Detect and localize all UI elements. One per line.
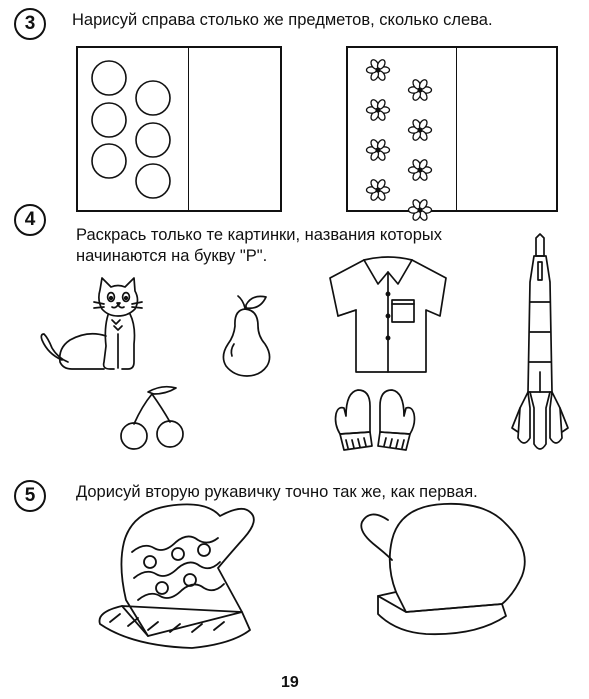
task-5-number: 5 <box>14 480 46 512</box>
flower-icon <box>367 98 390 121</box>
circles-group <box>78 48 188 212</box>
flowers-group <box>348 48 456 212</box>
mittens-icon <box>330 384 420 458</box>
flower-icon <box>367 58 390 81</box>
circle-icon <box>92 103 126 137</box>
plain-mitten-icon <box>356 496 536 646</box>
circle-icon <box>92 61 126 95</box>
circle-icon <box>136 164 170 198</box>
flower-icon <box>367 138 390 161</box>
cherries-icon <box>114 382 194 460</box>
rocket-icon <box>508 232 588 462</box>
flower-icon <box>409 158 432 181</box>
circle-icon <box>92 144 126 178</box>
left-box-divider <box>188 48 189 210</box>
cat-icon <box>38 276 146 374</box>
page-number: 19 <box>281 674 299 691</box>
flower-icon <box>409 118 432 141</box>
flower-icon <box>409 198 432 221</box>
right-box-divider <box>456 48 457 210</box>
task-3-left-box <box>76 46 282 212</box>
task-3-right-box <box>346 46 558 212</box>
patterned-mitten-icon <box>92 496 282 652</box>
flower-icon <box>409 78 432 101</box>
pear-icon <box>218 292 276 378</box>
shirt-icon <box>326 250 450 380</box>
task-4-instruction-line-1: Раскрась только те картинки, названия которых <box>76 226 442 244</box>
circle-icon <box>136 123 170 157</box>
task-3-number: 3 <box>14 8 46 40</box>
circle-icon <box>136 81 170 115</box>
task-3-instruction: Нарисуй справа столько же предметов, сколько слева. <box>72 11 493 29</box>
task-5-instruction: Дорисуй вторую рукавичку точно так же, как первая. <box>76 483 478 501</box>
task-4-instruction-line-2: начинаются на букву "Р". <box>76 247 268 265</box>
flower-icon <box>367 178 390 201</box>
task-4-number: 4 <box>14 204 46 236</box>
